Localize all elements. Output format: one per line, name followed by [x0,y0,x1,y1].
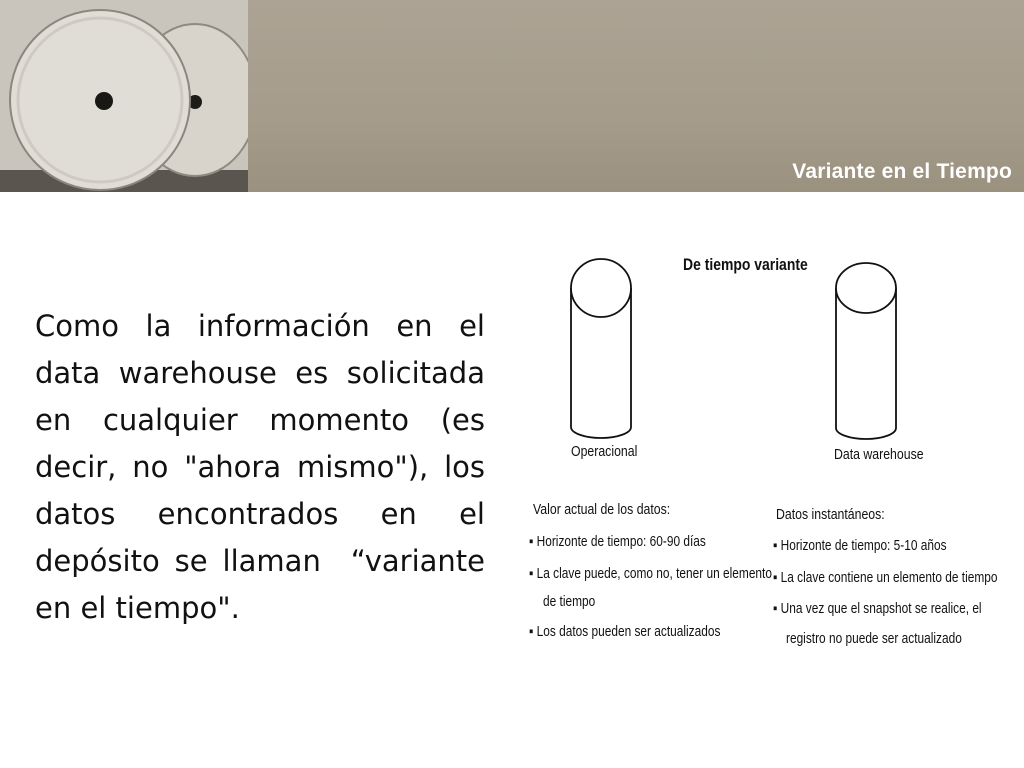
slide-title: Variante en el Tiempo [792,160,1012,183]
operational-bullet-continuation: de tiempo [543,594,596,610]
data-warehouse-cylinder-icon [836,263,896,439]
data-warehouse-bullet-continuation: registro no puede ser actualizado [786,631,962,647]
data-warehouse-label: Data warehouse [834,446,924,463]
diagram-title: De tiempo variante [683,255,808,274]
data-warehouse-notes-heading: Datos instantáneos: [776,506,885,523]
operational-bullet: ▪ Horizonte de tiempo: 60-90 días [529,533,706,550]
operational-label: Operacional [571,443,638,460]
operational-db-cylinder-icon [571,259,631,438]
slide-header [0,0,1024,192]
body-paragraph: Como la información en el data warehouse es solicitada en cualquier momento (es decir, no "ahora mismo"), los datos encontrados en el depósito se llaman “variante en el tiempo". [35,309,495,625]
stone-discs-illustration [0,0,248,192]
data-warehouse-bullet: ▪ La clave contiene un elemento de tiempo [773,569,997,586]
time-variant-diagram [525,245,1015,675]
data-warehouse-bullet: ▪ Horizonte de tiempo: 5-10 años [773,537,947,554]
data-warehouse-bullet: ▪ Una vez que el snapshot se realice, el [773,600,982,617]
operational-notes-heading: Valor actual de los datos: [533,501,671,518]
stone-discs-photo [0,0,248,192]
operational-bullet: ▪ La clave puede, como no, tener un elemento [529,565,772,582]
operational-bullet: ▪ Los datos pueden ser actualizados [529,623,720,640]
